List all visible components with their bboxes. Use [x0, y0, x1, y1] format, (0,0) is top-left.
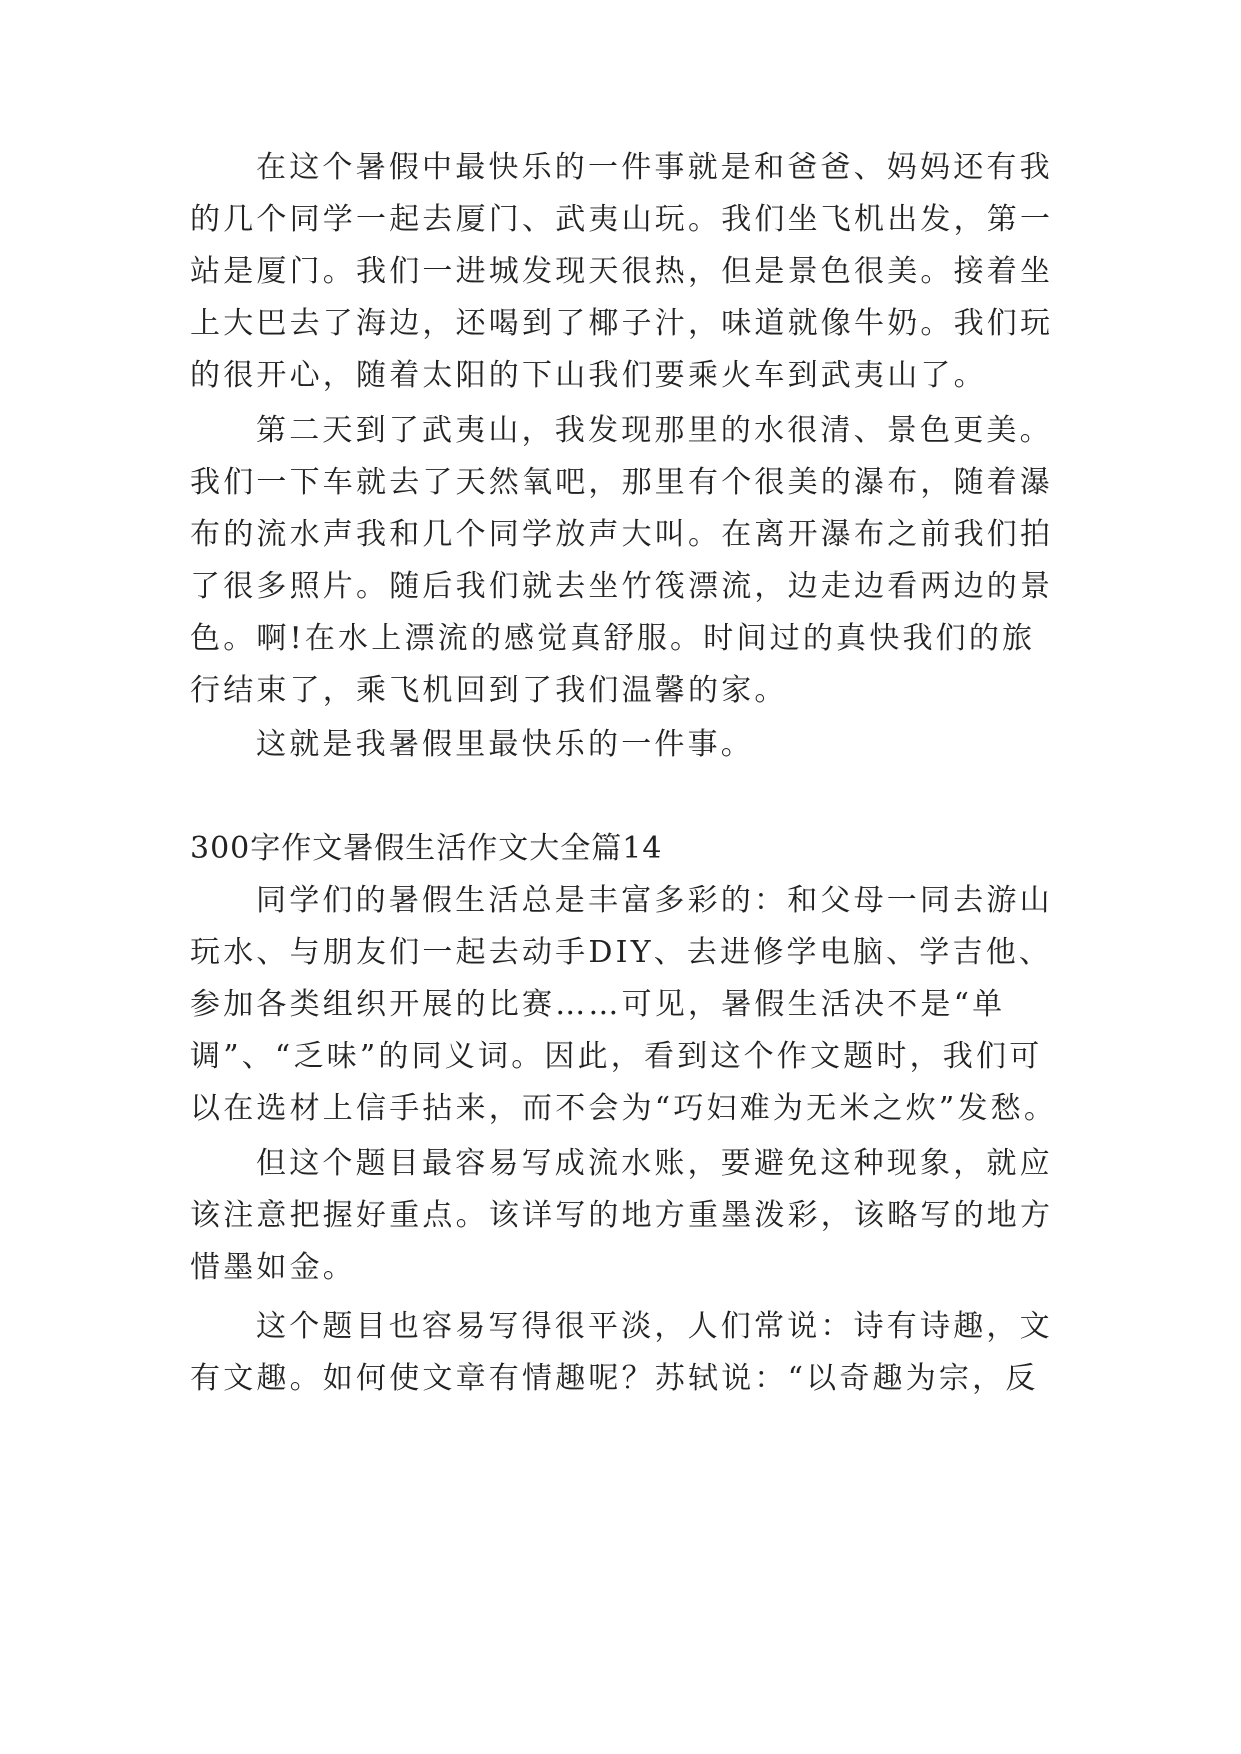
paragraph-line: 惜墨如金。 [190, 1250, 356, 1285]
paragraph-line: 行结束了，乘飞机回到了我们温馨的家。 [190, 673, 788, 708]
paragraph-line: 上大巴去了海边，还喝到了椰子汁，味道就像牛奶。我们玩 [190, 306, 1054, 341]
paragraph-line: 在这个暑假中最快乐的一件事就是和爸爸、妈妈还有我 [256, 150, 1053, 185]
paragraph-line: 了很多照片。随后我们就去坐竹筏漂流，边走边看两边的景 [190, 569, 1054, 604]
section-heading: 300字作文暑假生活作文大全篇14 [190, 831, 663, 866]
paragraph-line: 布的流水声我和几个同学放声大叫。在离开瀑布之前我们拍 [190, 517, 1054, 552]
paragraph-line: 但这个题目最容易写成流水账，要避免这种现象，就应 [256, 1146, 1053, 1181]
paragraph-line: 第二天到了武夷山，我发现那里的水很清、景色更美。 [256, 413, 1053, 448]
paragraph-line: 调”、“乏味”的同义词。因此，看到这个作文题时，我们可 [190, 1039, 1043, 1074]
paragraph-line: 参加各类组织开展的比赛……可见，暑假生活决不是“单 [190, 987, 1006, 1022]
paragraph-line: 站是厦门。我们一进城发现天很热，但是景色很美。接着坐 [190, 254, 1054, 289]
paragraph-line: 玩水、与朋友们一起去动手DIY、去进修学电脑、学吉他、 [190, 935, 1053, 970]
paragraph-line: 的很开心，随着太阳的下山我们要乘火车到武夷山了。 [190, 358, 987, 393]
paragraph-line: 的几个同学一起去厦门、武夷山玩。我们坐飞机出发，第一 [190, 202, 1054, 237]
paragraph-line: 该注意把握好重点。该详写的地方重墨泼彩，该略写的地方 [190, 1198, 1054, 1233]
paragraph-line: 以在选材上信手拈来，而不会为“巧妇难为无米之炊”发愁。 [190, 1091, 1058, 1126]
paragraph-line: 同学们的暑假生活总是丰富多彩的：和父母一同去游山 [256, 883, 1053, 918]
paragraph-line: 这个题目也容易写得很平淡，人们常说：诗有诗趣，文 [256, 1309, 1053, 1344]
paragraph-line: 这就是我暑假里最快乐的一件事。 [256, 727, 754, 762]
paragraph-line: 我们一下车就去了天然氧吧，那里有个很美的瀑布，随着瀑 [190, 465, 1054, 500]
paragraph-line: 有文趣。如何使文章有情趣呢？苏轼说：“以奇趣为宗，反 [190, 1361, 1039, 1396]
paragraph-line: 色。啊!在水上漂流的感觉真舒服。时间过的真快我们的旅 [190, 621, 1036, 656]
